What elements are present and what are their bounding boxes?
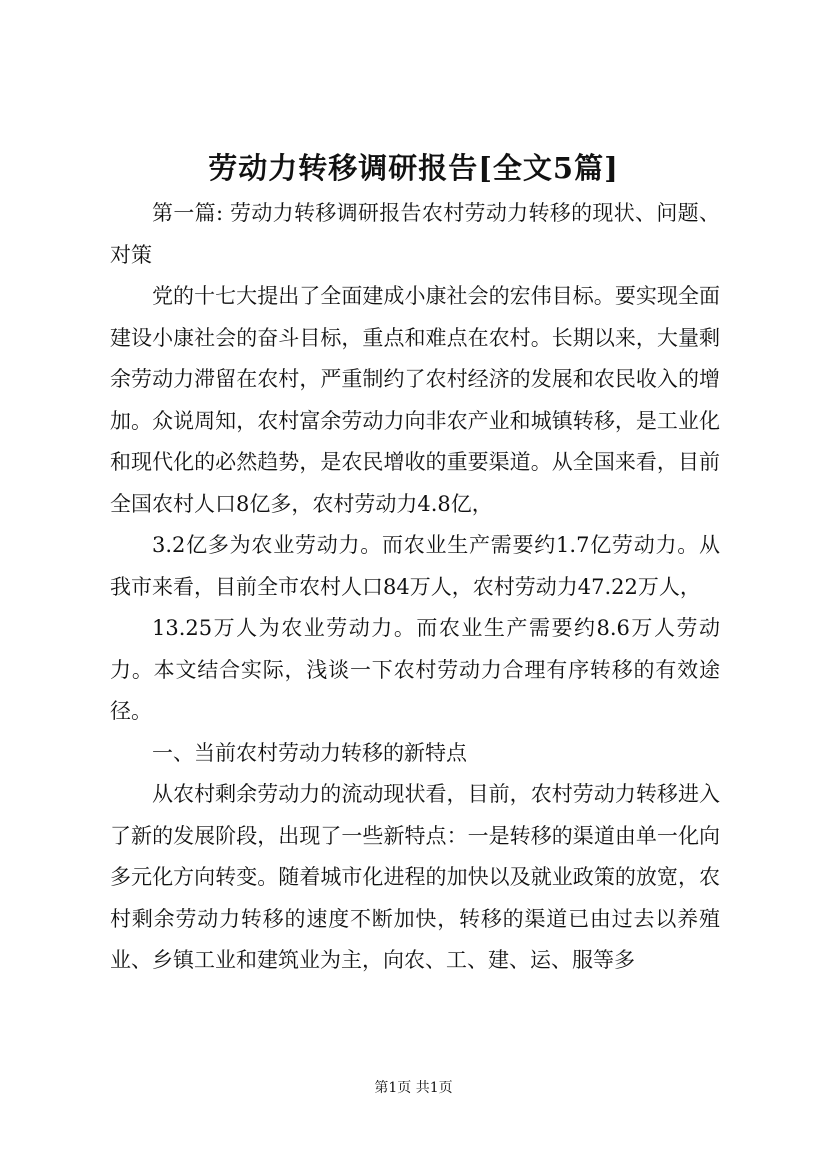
page-footer: 第1页 共1页 bbox=[374, 1080, 453, 1096]
paragraph-city-stats: 13.25万人为农业劳动力。而农业生产需要约8.6万人劳动力。本文结合实际，浅谈一下农村劳动力合理有序转移的有效途径。 bbox=[110, 616, 720, 723]
paragraph-subheading: 一、当前农村劳动力转移的新特点 bbox=[152, 740, 467, 765]
paragraph-intro: 党的十七大提出了全面建成小康社会的宏伟目标。要实现全面建设小康社会的奋斗目标，重点和难点在农村。长期以来，大量剩余劳动力滞留在农村，严重制约了农村经济的发展和农民收入的增加。众说周知，农村富余劳动力向非农产业和城镇转移，是工业化和现代化的必然趋势，是农民增收的重要渠道。从全国来看，目前全国农村人口8亿多，农村劳动力4.8亿， bbox=[110, 284, 720, 516]
paragraph-national-stats: 3.2亿多为农业劳动力。而农业生产需要约1.7亿劳动力。从我市来看，目前全市农村人口84万人，农村劳动力47.22万人， bbox=[110, 533, 720, 599]
document-body bbox=[110, 193, 720, 982]
paragraph-features: 从农村剩余劳动力的流动现状看，目前，农村劳动力转移进入了新的发展阶段，出现了一些新特点：一是转移的渠道由单一化向多元化方向转变。随着城市化进程的加快以及就业政策的放宽，农村剩余劳动力转移的速度不断加快，转移的渠道已由过去以养殖业、乡镇工业和建筑业为主，向农、工、建、运、服等多 bbox=[110, 782, 720, 972]
document-title: 劳动力转移调研报告[全文5篇] bbox=[208, 151, 619, 185]
paragraph-section-heading: 第一篇: 劳动力转移调研报告农村劳动力转移的现状、问题、对策 bbox=[110, 201, 720, 267]
